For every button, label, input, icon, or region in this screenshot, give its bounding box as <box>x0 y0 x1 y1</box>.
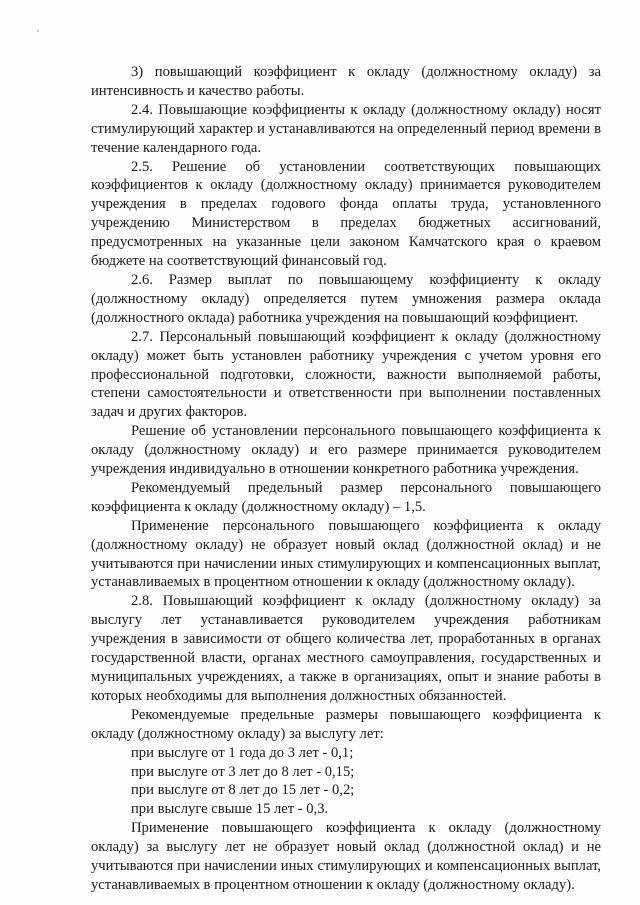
document-body <box>91 63 601 895</box>
seniority-list-item: при выслуге свыше 15 лет - 0,3. <box>131 801 329 818</box>
paragraph-2-5: 2.5. Решение об установлении соответствующих повышающих коэффициентов к окладу (должностному окладу) принимается руководителем учреждения в пределах годового фонда оплаты труда, установленного учреждению Министерством в пределах бюджетных ассигнований, предусмотренных на указанные цели законом Камчатского края о краевом бюджете на соответствующий финансовый год. <box>91 158 601 270</box>
paragraph-2-7: 2.7. Персональный повышающий коэффициент к окладу (должностному окладу) может быть установлен работнику учреждения с учетом уровня его профессиональной подготовки, сложности, важности выполняемой работы, степени самостоятельности и ответственности при выполнении поставленных задач и других факторов. <box>91 328 601 421</box>
paragraph-2-8: 2.8. Повышающий коэффициент к окладу (должностному окладу) за выслугу лет устанавливается руководителем учреждения работникам учреждения в зависимости от общего количества лет, проработанных в органах государственной власти, органах местного самоуправления, государственных и муниципальных учреждениях, а также в организациях, опыт и знание работы в которых необходимы для выполнения должностных обязанностей. <box>91 593 601 704</box>
seniority-list-item: при выслуге от 8 лет до 15 лет - 0,2; <box>131 782 355 799</box>
paragraph-seniority-application: Применение повышающего коэффициента к окладу (должностному окладу) за выслугу лет не образует новый оклад (должностной оклад) и не учитываются при начислении иных стимулирующих и компенсационных выплат, устанавливаемых в процентном отношении к окладу (должностному окладу). <box>91 820 601 893</box>
paragraph-personal-max: Рекомендуемый предельный размер персонального повышающего коэффициента к окладу (должностному окладу) – 1,5. <box>91 479 601 515</box>
paragraph-2-6: 2.6. Размер выплат по повышающему коэффициенту к окладу (должностному окладу) определяется путем умножения размера оклада (должностного оклада) работника учреждения на повышающий коэффициент. <box>91 271 601 326</box>
paragraph-item-3: 3) повышающий коэффициент к окладу (должностному окладу) за интенсивность и качество работы. <box>91 64 601 99</box>
paragraph-2-4: 2.4. Повышающие коэффициенты к окладу (должностному окладу) носят стимулирующий характер и устанавливаются на определенный период времени в течение календарного года. <box>91 101 601 156</box>
paragraph-personal-application: Применение персонального повышающего коэффициента к окладу (должностному окладу) не образует новый оклад (должностной оклад) и не учитываются при начислении иных стимулирующих и компенсационных выплат, устанавливаемых в процентном отношении к окладу (должностному окладу). <box>91 517 601 591</box>
paragraph-personal-decision: Решение об установлении персонального повышающего коэффициента к окладу (должностному окладу) и его размере принимается руководителем учреждения индивидуально в отношении конкретного работника учреждения. <box>91 423 601 478</box>
seniority-list-item: при выслуге от 3 лет до 8 лет - 0,15; <box>131 763 355 780</box>
paragraph-seniority-intro: Рекомендуемые предельные размеры повышающего коэффициента к окладу (должностному окладу) за выслугу лет: <box>91 706 601 742</box>
seniority-list-item: при выслуге от 1 года до 3 лет - 0,1; <box>131 744 354 761</box>
scan-mark <box>37 30 39 32</box>
